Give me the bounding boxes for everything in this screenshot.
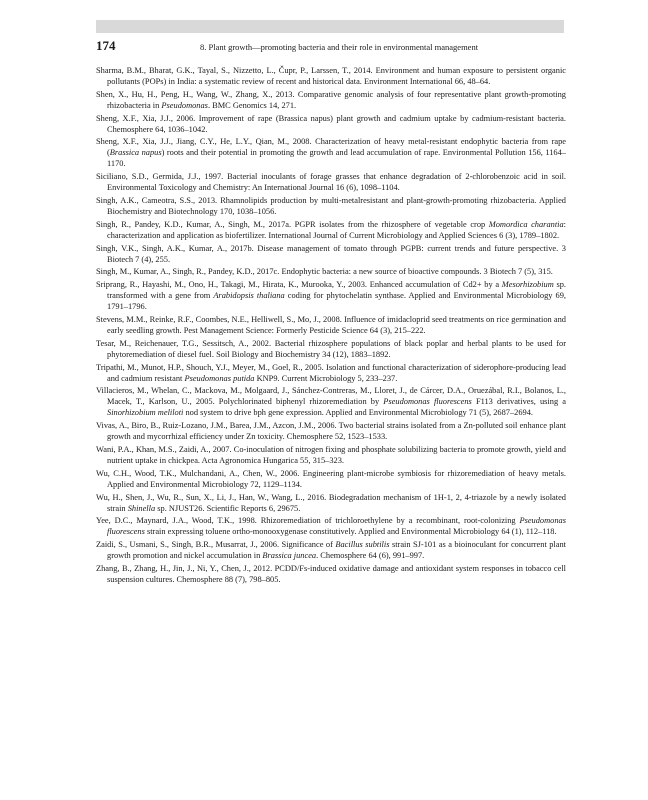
reference-italic-text: Pseudomonas <box>161 100 208 110</box>
reference-italic-text: Mesorhizobium <box>501 280 554 290</box>
reference-text: nod system to drive bph gene expression. Applied and Environmental Microbiology 71 (5), 2687–2694. <box>183 408 533 418</box>
reference-entry <box>96 196 566 218</box>
reference-text: Wani, P.A., Khan, M.S., Zaidi, A., 2007. Co-inoculation of nitrogen fixing and phosphate solubilizing bacteria to promote growth, yield and nutrient uptake in chickpea. Acta Agronomica Hungarica 55, 315–323. <box>96 445 566 465</box>
reference-entry <box>96 516 566 538</box>
reference-entry <box>96 564 566 586</box>
reference-text: sp. NJUST26. Scientific Reports 6, 29675. <box>155 503 301 513</box>
reference-text: Tripathi, M., Munot, H.P., Shouch, Y.J., Meyer, M., Goel, R., 2005. Isolation and functional characterization of siderophore-producing lead and cadmium resistant <box>96 362 566 383</box>
reference-list <box>96 66 566 588</box>
reference-text: Singh, M., Kumar, A., Singh, R., Pandey, K.D., 2017c. Endophytic bacteria: a new source of bioactive compounds. 3 Biotech 7 (5), 315. <box>96 267 553 277</box>
reference-italic-text: Momordica charantia <box>488 219 564 229</box>
reference-entry <box>96 280 566 313</box>
reference-text: Tesar, M., Reichenauer, T.G., Sessitsch, A., 2002. Bacterial rhizosphere populations of black poplar and herbal plants to be used for phytoremediation of diesel fuel. Soil Biology and Biochemistry 34 (12), 1883–1892. <box>96 338 566 359</box>
reference-text: Shen, X., Hu, H., Peng, H., Wang, W., Zhang, X., 2013. Comparative genomic analysis of four representative plant growth-promoting rhizobacteria in <box>96 89 566 110</box>
reference-text: Yee, D.C., Maynard, J.A., Wood, T.K., 1998. Rhizoremediation of trichloroethylene by a recombinant, root-colonizing <box>96 516 520 526</box>
reference-italic-text: Pseudomonas fluorescens <box>107 516 566 537</box>
running-head: 8. Plant growth—promoting bacteria and their role in environmental management <box>200 42 479 52</box>
reference-entry <box>96 172 566 194</box>
reference-italic-text: Sinorhizobium meliloti <box>107 408 184 418</box>
page-number: 174 <box>96 38 116 53</box>
reference-entry <box>96 493 566 515</box>
reference-text: Sheng, X.F., Xia, J.J., Jiang, C.Y., He, L.Y., Qian, M., 2008. Characterization of heavy metal-resistant endophytic bacteria from rape ( <box>96 137 566 158</box>
reference-entry <box>96 90 566 112</box>
reference-entry <box>96 315 566 337</box>
reference-text: ) roots and their potential in promoting the growth and lead accumulation of rape. Environmental Pollution 156, 1164–1170. <box>107 148 566 169</box>
reference-text: strain expressing toluene ortho-monooxygenase constitutively. Applied and Environmental Microbiology 64 (1), 112–118. <box>144 527 557 537</box>
reference-text: coding for phytochelatin synthase. Applied and Environmental Microbiology 69, 1791–1796. <box>107 291 566 312</box>
reference-italic-text: Arabidopsis thaliana <box>213 291 285 301</box>
reference-text: strain SJ-101 as a bioinoculant for concurrent plant growth promotion and nickel accumulation in <box>107 540 566 561</box>
reference-text: KNP9. Current Microbiology 5, 233–237. <box>254 373 398 383</box>
reference-italic-text: Brassica napus <box>109 148 162 158</box>
reference-entry <box>96 339 566 361</box>
reference-entry <box>96 137 566 170</box>
header-bar <box>96 20 564 33</box>
reference-italic-text: Shinella <box>127 503 156 513</box>
reference-text: Sheng, X.F., Xia, J.J., 2006. Improvement of rape (Brassica napus) plant growth and cadmium uptake by cadmium-resistant bacteria. Chemosphere 64, 1036–1042. <box>96 113 566 134</box>
reference-text: . BMC Genomics 14, 271. <box>207 100 297 110</box>
reference-entry <box>96 66 566 88</box>
reference-italic-text: Bacillus subtilis <box>335 540 390 550</box>
reference-entry <box>96 540 566 562</box>
reference-entry <box>96 114 566 136</box>
reference-entry <box>96 445 566 467</box>
reference-italic-text: Pseudomonas fluorescens <box>383 397 472 407</box>
reference-text: Vivas, A., Biro, B., Ruiz-Lozano, J.M., Barea, J.M., Azcon, J.M., 2006. Two bacterial strains isolated from a Zn-polluted soil enhance plant growth and mycorrhizal efficiency under Zn toxicity. Chemosphere 52, 1523–1533. <box>96 421 566 442</box>
reference-text: Singh, R., Pandey, K.D., Kumar, A., Singh, M., 2017a. PGPR isolates from the rhizosphere of vegetable crop <box>96 219 489 229</box>
reference-entry <box>96 244 566 266</box>
reference-text: Zhang, B., Zhang, H., Jin, J., Ni, Y., Chen, J., 2012. PCDD/Fs-induced oxidative damage and antioxidant system responses in tobacco cell suspension cultures. Chemosphere 88 (7), 798–805. <box>96 564 566 584</box>
reference-text: Siciliano, S.D., Germida, J.J., 1997. Bacterial inoculants of forage grasses that enhance degradation of 2-chlorobenzoic acid in soil. Environmental Toxicology and Chemistry: An International Journal 16 (6), 1098–1104. <box>96 172 566 193</box>
reference-text: F113 derivatives, using a <box>471 397 566 407</box>
reference-italic-text: Brassica juncea <box>262 551 317 561</box>
reference-entry <box>96 421 566 443</box>
reference-entry <box>96 267 566 278</box>
reference-text: Sriprang, R., Hayashi, M., Ono, H., Takagi, M., Hirata, K., Murooka, Y., 2003. Enhanced accumulation of Cd2+ by a <box>96 280 502 290</box>
reference-text: Wu, H., Shen, J., Wu, R., Sun, X., Li, J., Han, W., Wang, L., 2016. Biodegradation mechanism of 1H-1, 2, 4-triazole by a newly isolated strain <box>96 492 566 513</box>
reference-text: : characterization and application as biofertilizer. International Journal of Current Microbiology and Applied Sciences 6 (3), 1789–1802. <box>107 219 566 240</box>
reference-text: sp. transformed with a gene from <box>107 280 567 301</box>
reference-entry <box>96 363 566 385</box>
reference-entry <box>96 386 566 419</box>
reference-text: Wu, C.H., Wood, T.K., Mulchandani, A., Chen, W., 2006. Engineering plant-microbe symbiosis for rhizoremediation of heavy metals. Applied and Environmental Microbiology 72, 1129–1134. <box>96 468 566 489</box>
reference-text: Singh, V.K., Singh, A.K., Kumar, A., 2017b. Disease management of tomato through PGPB: current trends and future perspective. 3 Biotech 7 (4), 255. <box>96 243 566 264</box>
reference-entry <box>96 220 566 242</box>
reference-text: Zaidi, S., Usmani, S., Singh, B.R., Musarrat, J., 2006. Significance of <box>96 540 336 550</box>
reference-text: Sharma, B.M., Bharat, G.K., Tayal, S., Nizzetto, L., Čupr, P., Larssen, T., 2014. Environment and human exposure to persistent organic pollutants (POPs) in India: a systematic review of recent and historical data. Environment International 66, 48–64. <box>96 66 566 86</box>
reference-entry <box>96 469 566 491</box>
reference-text: Villacieros, M., Whelan, C., Mackova, M., Molgaard, J., Sánchez-Contreras, M., Lloret, J., de Cárcer, D.A., Oruezábal, R.I., Bolanos, L., Macek, T., Karlson, U., 2005. Polychlorinated biphenyl rhizoremediation by <box>96 386 566 407</box>
reference-text: Stevens, M.M., Reinke, R.F., Coombes, N.E., Helliwell, S., Mo, J., 2008. Influence of imidacloprid seed treatments on rice germination and early seedling growth. Pest Management Science: Formerly Pesticide Science 64 (3), 215–222. <box>96 315 566 335</box>
reference-italic-text: Pseudomonas putida <box>184 373 255 383</box>
reference-text: . Chemosphere 64 (6), 991–997. <box>316 551 425 561</box>
reference-text: Singh, A.K., Cameotra, S.S., 2013. Rhamnolipids production by multi-metalresistant and plant-growth-promoting rhizobacteria. Applied Biochemistry and Biotechnology 170, 1038–1056. <box>96 195 566 216</box>
